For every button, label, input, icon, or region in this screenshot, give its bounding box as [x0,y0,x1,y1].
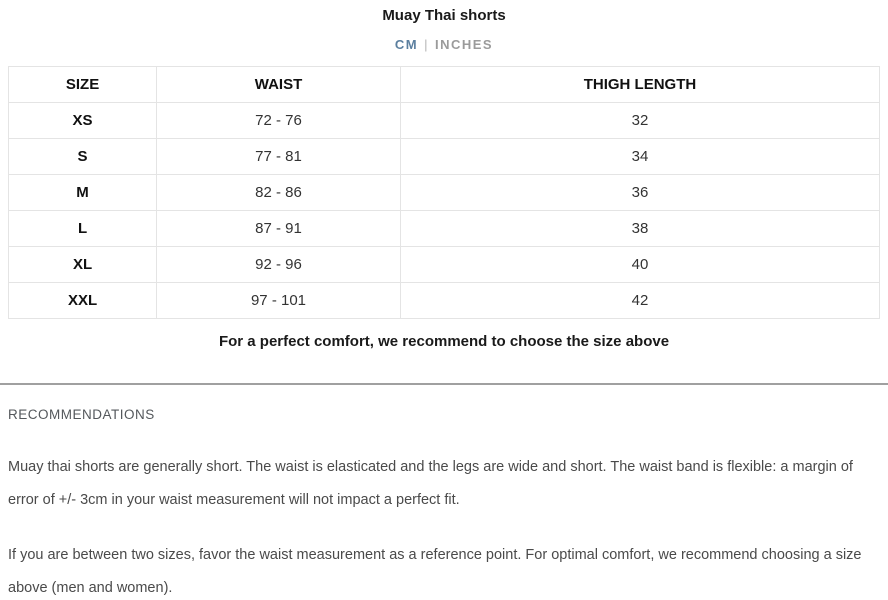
thigh-length-cell: 32 [400,103,879,139]
unit-toggle-separator: | [424,37,429,52]
table-row [9,283,880,319]
unit-toggle-inches[interactable]: INCHES [434,37,494,52]
header-size: SIZE [9,67,157,103]
waist-cell: 87 - 91 [157,211,401,247]
size-cell: XXL [9,283,157,319]
size-cell: L [9,211,157,247]
thigh-length-cell: 42 [400,283,879,319]
table-header-row [9,67,880,103]
thigh-length-cell: 34 [400,139,879,175]
waist-cell: 92 - 96 [157,247,401,283]
table-row [9,139,880,175]
table-row [9,175,880,211]
size-cell: XL [9,247,157,283]
size-table-container [8,66,880,319]
header-waist: WAIST [157,67,401,103]
size-cell: M [9,175,157,211]
table-row [9,247,880,283]
size-cell: S [9,139,157,175]
waist-cell: 77 - 81 [157,139,401,175]
table-row [9,211,880,247]
recommendations-heading: RECOMMENDATIONS [8,407,155,422]
waist-cell: 82 - 86 [157,175,401,211]
waist-cell: 97 - 101 [157,283,401,319]
unit-toggle-cm[interactable]: CM [394,37,419,52]
thigh-length-cell: 40 [400,247,879,283]
recommendation-paragraph: If you are between two sizes, favor the waist measurement as a reference point. For optimal comfort, we recommend choosing a size above (men and women). [8,547,862,596]
thigh-length-cell: 38 [400,211,879,247]
header-thigh-length: THIGH LENGTH [400,67,879,103]
unit-toggle [0,37,888,52]
table-row [9,103,880,139]
comfort-note: For a perfect comfort, we recommend to choose the size above [218,333,670,350]
size-table [8,66,880,319]
thigh-length-cell: 36 [400,175,879,211]
page-title: Muay Thai shorts [382,7,506,24]
recommendation-paragraph: Muay thai shorts are generally short. The waist is elasticated and the legs are wide and short. The waist band is flexible: a margin of error of +/- 3cm in your waist measurement will not impact a perfect fit. [8,459,853,508]
section-divider [0,383,888,385]
recommendations-section [0,407,888,600]
waist-cell: 72 - 76 [157,103,401,139]
size-cell: XS [9,103,157,139]
